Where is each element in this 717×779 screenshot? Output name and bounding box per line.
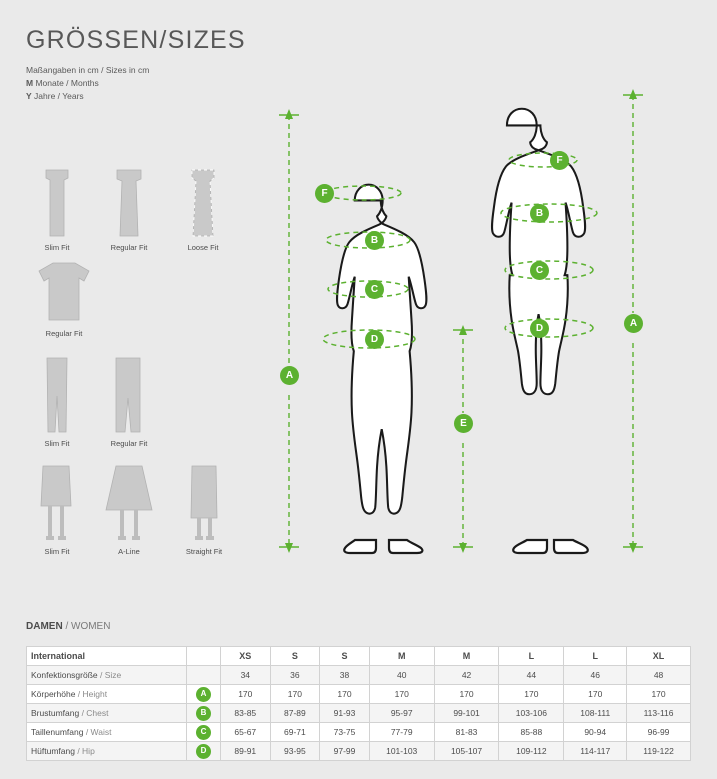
cell-height-l46: 170 [564, 685, 627, 704]
badge-d-icon: D [196, 744, 211, 759]
garment-label: Loose Fit [187, 243, 219, 252]
legend-years-text: Jahre / Years [31, 91, 84, 101]
row-label-en: Waist [90, 727, 112, 737]
table-caption [26, 621, 110, 632]
garment-pants-slim-fit [26, 356, 88, 448]
col-s-38: S [320, 647, 370, 666]
col-l-46: L [564, 647, 627, 666]
cell-waist-xl: 96-99 [627, 723, 691, 742]
row-label-sep: / [83, 727, 91, 737]
cell-chest-xl: 113-116 [627, 704, 691, 723]
cell-size-l44: 44 [499, 666, 564, 685]
cell-size-xs: 34 [221, 666, 271, 685]
cell-hip-xs: 89-91 [221, 742, 271, 761]
cell-waist-l44: 85-88 [499, 723, 564, 742]
table-caption-en: / WOMEN [62, 621, 111, 632]
col-l-44: L [499, 647, 564, 666]
col-badge [187, 647, 221, 666]
row-label-hip [27, 742, 187, 761]
badge-c-female: C [365, 280, 384, 299]
cell-size-s38: 38 [320, 666, 370, 685]
badge-b-male: B [530, 204, 549, 223]
garment-label: Slim Fit [44, 439, 70, 448]
cell-chest-l46: 108-111 [564, 704, 627, 723]
table-row [27, 685, 691, 704]
cell-waist-l46: 90-94 [564, 723, 627, 742]
col-m-40: M [369, 647, 434, 666]
col-m-42: M [434, 647, 499, 666]
table-row [27, 723, 691, 742]
figures-svg [255, 85, 695, 585]
garment-label: Regular Fit [45, 329, 83, 338]
row-label-chest [27, 704, 187, 723]
row-label-en: Chest [86, 708, 109, 718]
garment-top-loose-fit [170, 168, 236, 252]
legend-months-text: Monate / Months [33, 78, 99, 88]
cell-waist-m42: 81-83 [434, 723, 499, 742]
badge-c-male: C [530, 261, 549, 280]
cell-chest-xs: 83-85 [221, 704, 271, 723]
row-label-de: Konfektionsgröße [31, 670, 98, 680]
size-table [26, 646, 691, 761]
cell-size-m40: 40 [369, 666, 434, 685]
garment-top-slim-fit [26, 168, 88, 252]
table-row [27, 666, 691, 685]
row-badge-chest [187, 704, 221, 723]
cell-chest-l44: 103-106 [499, 704, 564, 723]
page-title: GRÖSSEN/SIZES [26, 26, 246, 54]
cell-hip-l44: 109-112 [499, 742, 564, 761]
legend-line-2 [26, 77, 149, 90]
row-label-size [27, 666, 187, 685]
cell-waist-s38: 73-75 [320, 723, 370, 742]
row-label-sep: / [97, 670, 105, 680]
garment-label: Straight Fit [185, 547, 223, 556]
row-label-en: Size [104, 670, 122, 680]
badge-c-icon: C [196, 725, 211, 740]
cell-chest-s38: 91-93 [320, 704, 370, 723]
table-row [27, 742, 691, 761]
garment-label: Regular Fit [110, 439, 148, 448]
cell-waist-xs: 65-67 [221, 723, 271, 742]
cell-height-s38: 170 [320, 685, 370, 704]
row-badge-waist [187, 723, 221, 742]
garment-skirt-slim-fit [26, 464, 88, 556]
badge-a-icon: A [196, 687, 211, 702]
row-label-de: Körperhöhe [31, 689, 76, 699]
badge-d-female: D [365, 330, 384, 349]
row-label-de: Taillenumfang [31, 727, 84, 737]
cell-height-s36: 170 [270, 685, 320, 704]
row-badge-height [187, 685, 221, 704]
cell-hip-m40: 101-103 [369, 742, 434, 761]
legend-line-1: Maßangaben in cm / Sizes in cm [26, 65, 150, 75]
garment-skirt-a-line [94, 464, 164, 556]
badge-a-female: A [280, 366, 299, 385]
cell-size-l46: 46 [564, 666, 627, 685]
row-badge-size [187, 666, 221, 685]
cell-size-xl: 48 [627, 666, 691, 685]
row-label-height [27, 685, 187, 704]
cell-hip-s36: 93-95 [270, 742, 320, 761]
garment-skirt-straight-fit [170, 464, 238, 556]
cell-chest-m40: 95-97 [369, 704, 434, 723]
row-label-en: Height [82, 689, 108, 699]
inseam-dimension [453, 325, 473, 553]
cell-chest-m42: 99-101 [434, 704, 499, 723]
cell-hip-xl: 119-122 [627, 742, 691, 761]
cell-size-m42: 42 [434, 666, 499, 685]
body-measurement-figures [255, 85, 695, 585]
col-international: International [27, 647, 187, 666]
cell-waist-m40: 77-79 [369, 723, 434, 742]
cell-height-xs: 170 [221, 685, 271, 704]
female-height-dimension [279, 109, 299, 553]
badge-d-male: D [530, 319, 549, 338]
badge-f-male: F [550, 151, 569, 170]
garment-shirt-regular-fit [26, 260, 102, 338]
units-legend [26, 64, 149, 103]
badge-e-inseam: E [454, 414, 473, 433]
legend-line-3 [26, 90, 149, 103]
cell-chest-s36: 87-89 [270, 704, 320, 723]
row-badge-hip [187, 742, 221, 761]
cell-hip-m42: 105-107 [434, 742, 499, 761]
cell-height-m42: 170 [434, 685, 499, 704]
cell-size-s36: 36 [270, 666, 320, 685]
garment-label: Slim Fit [44, 243, 70, 252]
badge-a-male: A [624, 314, 643, 333]
row-label-sep: / [74, 746, 83, 756]
legend-months-key: M [26, 78, 34, 88]
badge-b-female: B [365, 231, 384, 250]
cell-hip-s38: 97-99 [320, 742, 370, 761]
row-label-de: Hüftumfang [31, 746, 75, 756]
table-row [27, 704, 691, 723]
legend-years-key: Y [26, 91, 32, 101]
cell-height-m40: 170 [369, 685, 434, 704]
table-caption-de: DAMEN [26, 621, 63, 632]
garment-label: A-Line [118, 547, 140, 556]
garment-label: Slim Fit [44, 547, 70, 556]
badge-b-icon: B [196, 706, 211, 721]
row-label-sep: / [75, 689, 83, 699]
row-label-waist [27, 723, 187, 742]
garment-pants-regular-fit [94, 356, 164, 448]
table-header-row [27, 647, 691, 666]
row-label-sep: / [79, 708, 87, 718]
cell-hip-l46: 114-117 [564, 742, 627, 761]
row-label-en: Hip [82, 746, 95, 756]
cell-waist-s36: 69-71 [270, 723, 320, 742]
cell-height-l44: 170 [499, 685, 564, 704]
col-xl: XL [627, 647, 691, 666]
col-s-36: S [270, 647, 320, 666]
row-label-de: Brustumfang [31, 708, 80, 718]
badge-f-female: F [315, 184, 334, 203]
col-xs: XS [221, 647, 271, 666]
garment-top-regular-fit [94, 168, 164, 252]
garment-label: Regular Fit [110, 243, 148, 252]
cell-height-xl: 170 [627, 685, 691, 704]
